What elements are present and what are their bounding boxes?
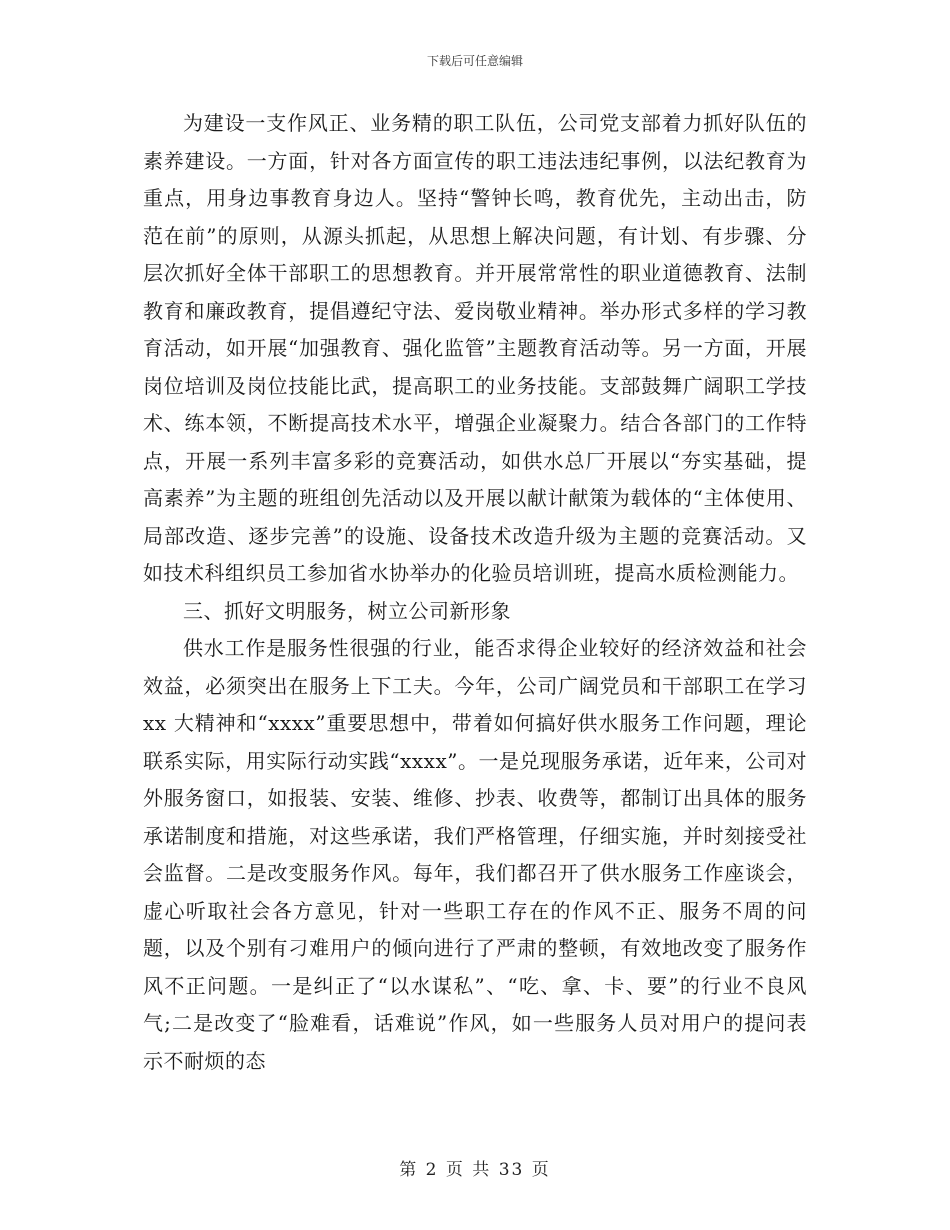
section-heading: 三、抓好文明服务，树立公司新形象	[183, 598, 511, 623]
body-paragraph-2: 供水工作是服务性很强的行业，能否求得企业较好的经济效益和社会效益，必须突出在服务上下工夫。今年，公司广阔党员和干部职工在学习 xx 大精神和“xxxx”重要思想中，带着如何搞好供水服务工作问题，理论联系实际，用实际行动实践“xxxx”。一是兑现服务承诺，近年来，公司对外服务窗口，如报装、安装、维修、抄表、收费等，都制订出具体的服务承诺制度和措施，对这些承诺，我们严格管理，仔细实施，并时刻接受社会监督。二是改变服务作风。每年，我们都召开了供水服务工作座谈会，虚心听取社会各方意见，针对一些职工存在的作风不正、服务不周的问题，以及个别有刁难用户的倾向进行了严肃的整顿，有效地改变了服务作风不正问题。一是纠正了“以水谋私”、“吃、拿、卡、要”的行业不良风气;二是改变了“脸难看，话难说”作风，如一些服务人员对用户的提问表示不耐烦的态	[143, 636, 807, 1073]
page-number-footer: 第 2 页 共 33 页	[399, 1160, 551, 1180]
document-body	[143, 105, 807, 1080]
page-header: 下载后可任意编辑	[426, 54, 523, 68]
body-paragraph-1: 为建设一支作风正、业务精的职工队伍，公司党支部着力抓好队伍的素养建设。一方面，针对各方面宣传的职工违法违纪事例，以法纪教育为重点，用身边事教育身边人。坚持“警钟长鸣，教育优先，主动出击，防范在前”的原则，从源头抓起，从思想上解决问题，有计划、有步骤、分层次抓好全体干部职工的思想教育。并开展常常性的职业道德教育、法制教育和廉政教育，提倡遵纪守法、爱岗敬业精神。举办形式多样的学习教育活动，如开展“加强教育、强化监管”主题教育活动等。另一方面，开展岗位培训及岗位技能比武，提高职工的业务技能。支部鼓舞广阔职工学技术、练本领，不断提高技术水平，增强企业凝聚力。结合各部门的工作特点，开展一系列丰富多彩的竞赛活动，如供水总厂开展以“夯实基础，提高素养”为主题的班组创先活动以及开展以献计献策为载体的“主体使用、局部改造、逐步完善”的设施、设备技术改造升级为主题的竞赛活动。又如技术科组织员工参加省水协举办的化验员培训班，提高水质检测能力。	[143, 111, 807, 585]
